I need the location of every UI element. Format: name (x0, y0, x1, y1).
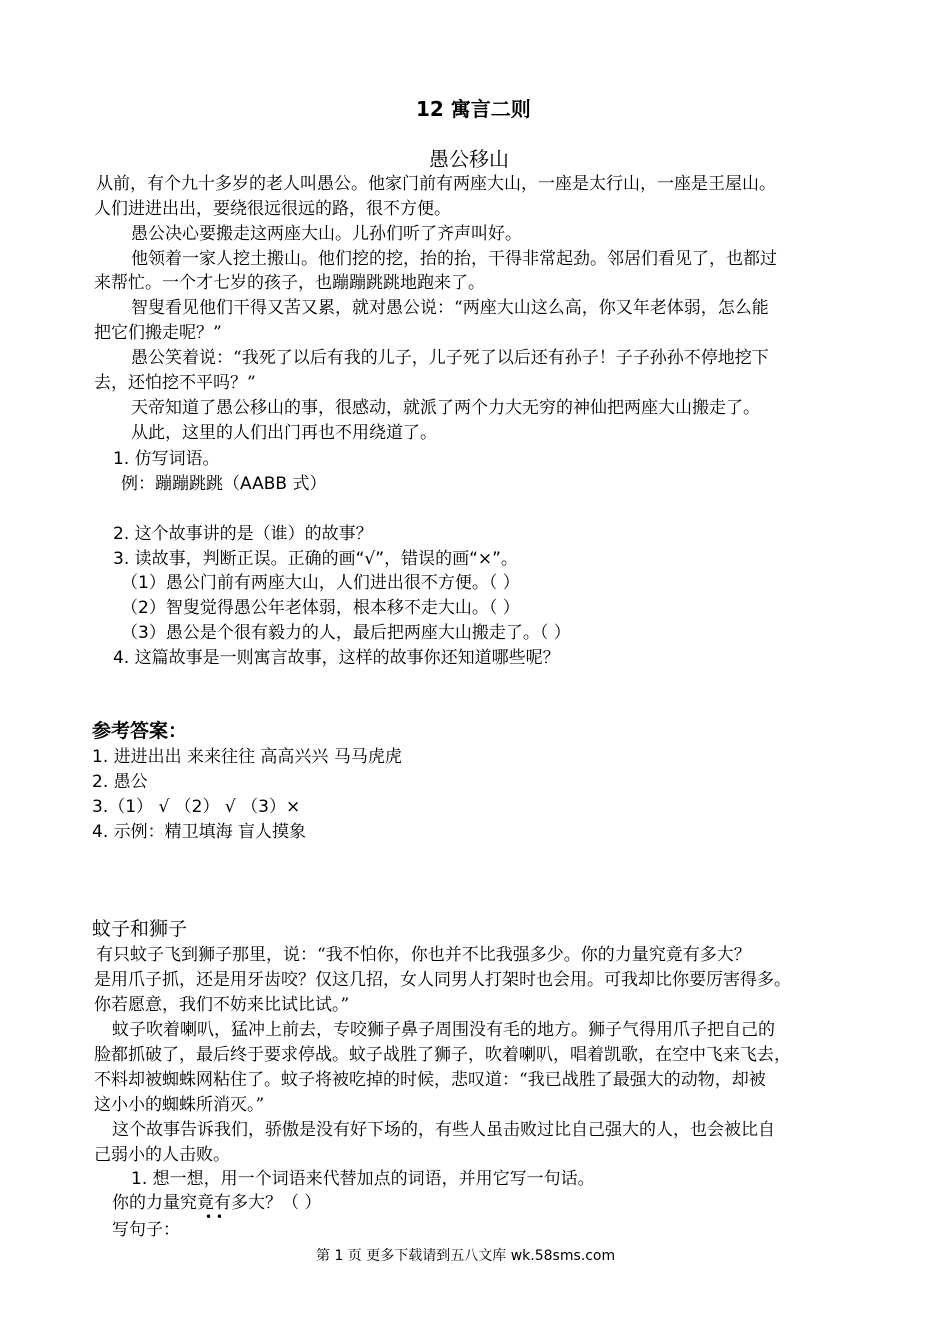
story1-line: 从前，有个九十多岁的老人叫愚公。他家门前有两座大山，一座是太行山，一座是王屋山。 (96, 174, 776, 194)
story2-line: 这个故事告诉我们，骄傲是没有好下场的，有些人虽击败过比自己强大的人，也会被比自 (112, 1120, 775, 1140)
story1-line: 智叟看见他们干得又苦又累，就对愚公说：“两座大山这么高，你又年老体弱，怎么能 (131, 298, 769, 318)
story2-line: 蚊子吹着喇叭，猛冲上前去，专咬狮子鼻子周围没有毛的地方。狮子气得用爪子把自己的 (112, 1020, 775, 1040)
story1-question: 1. 仿写词语。 (113, 449, 220, 469)
story1-question: （2）智叟觉得愚公年老体弱，根本移不走大山。（ ） (121, 598, 520, 618)
story1-question: 3. 读故事，判断正误。正确的画“√”，错误的画“×”。 (113, 549, 518, 569)
story1-question: （1）愚公门前有两座大山，人们进出很不方便。（ ） (121, 573, 520, 593)
story1-line: 把它们搬走呢？” (94, 323, 222, 343)
story2-line: 这小小的蜘蛛所消灭。” (94, 1095, 265, 1115)
story1-line: 去，还怕挖不平吗？” (94, 373, 256, 393)
answers-title: 参考答案： (92, 720, 188, 742)
story2-line: 不料却被蜘蛛网粘住了。蚊子将被吃掉的时候，悲叹道：“我已战胜了最强大的动物，却被 (94, 1070, 766, 1090)
story2-question: 写句子： (112, 1220, 180, 1240)
story1-line: 他领着一家人挖土搬山。他们挖的挖，抬的抬，干得非常起劲。邻居们看见了，也都过 (131, 249, 777, 269)
story2-title: 蚊子和狮子 (92, 918, 188, 940)
story1-line: 从此，这里的人们出门再也不用绕道了。 (131, 423, 437, 443)
story1-question: 4. 这篇故事是一则寓言故事，这样的故事你还知道哪些呢？ (113, 648, 560, 668)
story1-title: 愚公移山 (429, 147, 509, 171)
emphasis-dots: • • (205, 1210, 223, 1224)
story2-line: 你若愿意，我们不妨来比试比试。” (94, 995, 350, 1015)
answer-line: 3.（1） √ （2） √ （3）× (92, 797, 301, 817)
document-title: 12 寓言二则 (416, 97, 531, 121)
page-footer: 第 1 页 更多下载请到五八文库 wk.58sms.com (316, 1248, 616, 1264)
story1-line: 天帝知道了愚公移山的事，很感动，就派了两个力大无穷的神仙把两座大山搬走了。 (131, 398, 760, 418)
answer-line: 4. 示例：精卫填海 盲人摸象 (92, 822, 307, 842)
story2-question: 1. 想一想，用一个词语来代替加点的词语，并用它写一句话。 (131, 1169, 595, 1189)
story1-line: 愚公决心要搬走这两座大山。儿孙们听了齐声叫好。 (131, 224, 522, 244)
story2-question-text: 你的力量究竟有多大？（ ） (112, 1193, 322, 1213)
story1-question: 例：蹦蹦跳跳（AABB 式） (121, 474, 327, 494)
answer-line: 2. 愚公 (92, 772, 148, 792)
story1-question: （3）愚公是个很有毅力的人，最后把两座大山搬走了。（ ） (121, 623, 571, 643)
story1-question: 2. 这个故事讲的是（谁）的故事？ (113, 524, 373, 544)
story2-line: 是用爪子抓，还是用牙齿咬？仅这几招，女人同男人打架时也会用。可我却比你要厉害得多。 (94, 970, 791, 990)
story2-line: 有只蚊子飞到狮子那里，说：“我不怕你，你也并不比我强多少。你的力量究竟有多大？ (96, 945, 751, 965)
answer-line: 1. 进进出出 来来往往 高高兴兴 马马虎虎 (92, 747, 402, 767)
story1-line: 来帮忙。一个才七岁的孩子，也蹦蹦跳跳地跑来了。 (94, 273, 485, 293)
story1-line: 愚公笑着说：“我死了以后有我的儿子，儿子死了以后还有孙子！子子孙孙不停地挖下 (131, 348, 769, 368)
story2-line: 脸都抓破了，最后终于要求停战。蚊子战胜了狮子，吹着喇叭，唱着凯歌，在空中飞来飞去， (94, 1045, 791, 1065)
story2-line: 己弱小的人击败。 (94, 1145, 230, 1165)
story1-line: 人们进进出出，要绕很远很远的路，很不方便。 (94, 199, 451, 219)
story2-question-dotted (112, 1192, 950, 1224)
